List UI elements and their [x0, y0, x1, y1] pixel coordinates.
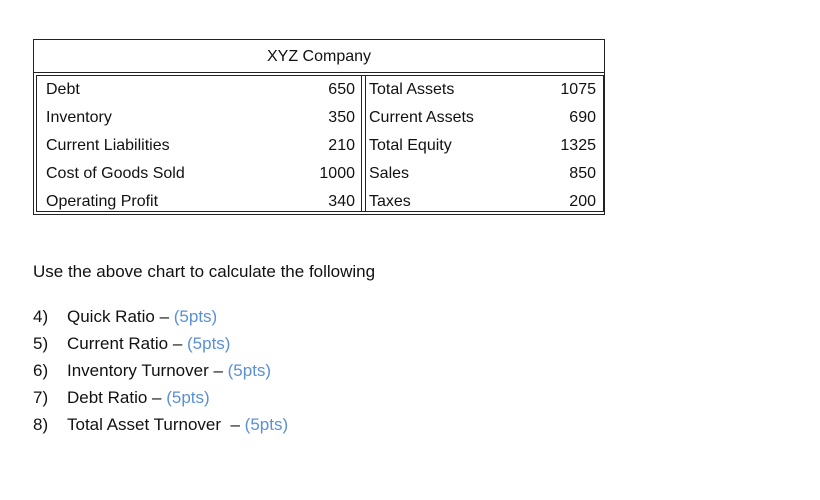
list-item — [33, 333, 288, 360]
table-left-section — [36, 75, 366, 212]
table-row — [362, 104, 603, 132]
row-label-total-equity: Total Equity — [369, 137, 452, 154]
points-label: (5pts) — [244, 415, 289, 434]
financial-data-table — [33, 39, 605, 215]
question-text: Total Asset Turnover – — [67, 415, 245, 434]
list-item — [33, 306, 288, 333]
row-value-sales: 850 — [569, 165, 596, 182]
table-row — [37, 132, 365, 160]
points-label: (5pts) — [166, 388, 210, 407]
row-value-inventory: 350 — [328, 109, 355, 126]
list-item — [33, 360, 288, 387]
table-row — [37, 104, 365, 132]
row-value-current-assets: 690 — [569, 109, 596, 126]
row-label-taxes: Taxes — [369, 193, 411, 210]
row-label-total-assets: Total Assets — [369, 81, 455, 98]
question-list — [33, 306, 288, 441]
question-number: 5) — [33, 334, 49, 353]
points-label: (5pts) — [173, 307, 218, 326]
row-label-cogs: Cost of Goods Sold — [46, 165, 185, 182]
table-title: XYZ Company — [34, 40, 604, 73]
question-number: 7) — [33, 388, 49, 407]
question-number: 8) — [33, 415, 49, 434]
row-label-operating-profit: Operating Profit — [46, 193, 159, 210]
instruction-text: Use the above chart to calculate the following — [33, 262, 376, 281]
question-text: Inventory Turnover – — [67, 361, 228, 380]
table-row — [37, 160, 365, 188]
question-text: Quick Ratio – — [67, 307, 174, 326]
question-number: 4) — [33, 307, 49, 326]
list-item — [33, 387, 288, 414]
table-row — [37, 76, 365, 104]
table-row — [362, 76, 603, 104]
table-row — [37, 188, 365, 216]
table-row — [362, 132, 603, 160]
row-value-operating-profit: 340 — [328, 193, 355, 210]
row-value-current-liabilities: 210 — [328, 137, 355, 154]
row-value-debt: 650 — [328, 81, 355, 98]
row-label-inventory: Inventory — [46, 109, 112, 126]
table-row — [362, 188, 603, 216]
row-value-taxes: 200 — [569, 193, 596, 210]
row-label-current-assets: Current Assets — [369, 109, 474, 126]
points-label: (5pts) — [187, 334, 231, 353]
row-value-total-assets: 1075 — [560, 81, 596, 98]
table-row — [362, 160, 603, 188]
row-label-current-liabilities: Current Liabilities — [46, 137, 170, 154]
row-label-sales: Sales — [369, 165, 410, 182]
table-right-section — [361, 75, 604, 212]
question-text: Current Ratio – — [67, 334, 187, 353]
list-item — [33, 414, 288, 441]
question-number: 6) — [33, 361, 49, 380]
points-label: (5pts) — [227, 361, 272, 380]
row-value-cogs: 1000 — [319, 165, 355, 182]
row-value-total-equity: 1325 — [560, 137, 596, 154]
question-text: Debt Ratio – — [67, 388, 167, 407]
row-label-debt: Debt — [46, 81, 80, 98]
